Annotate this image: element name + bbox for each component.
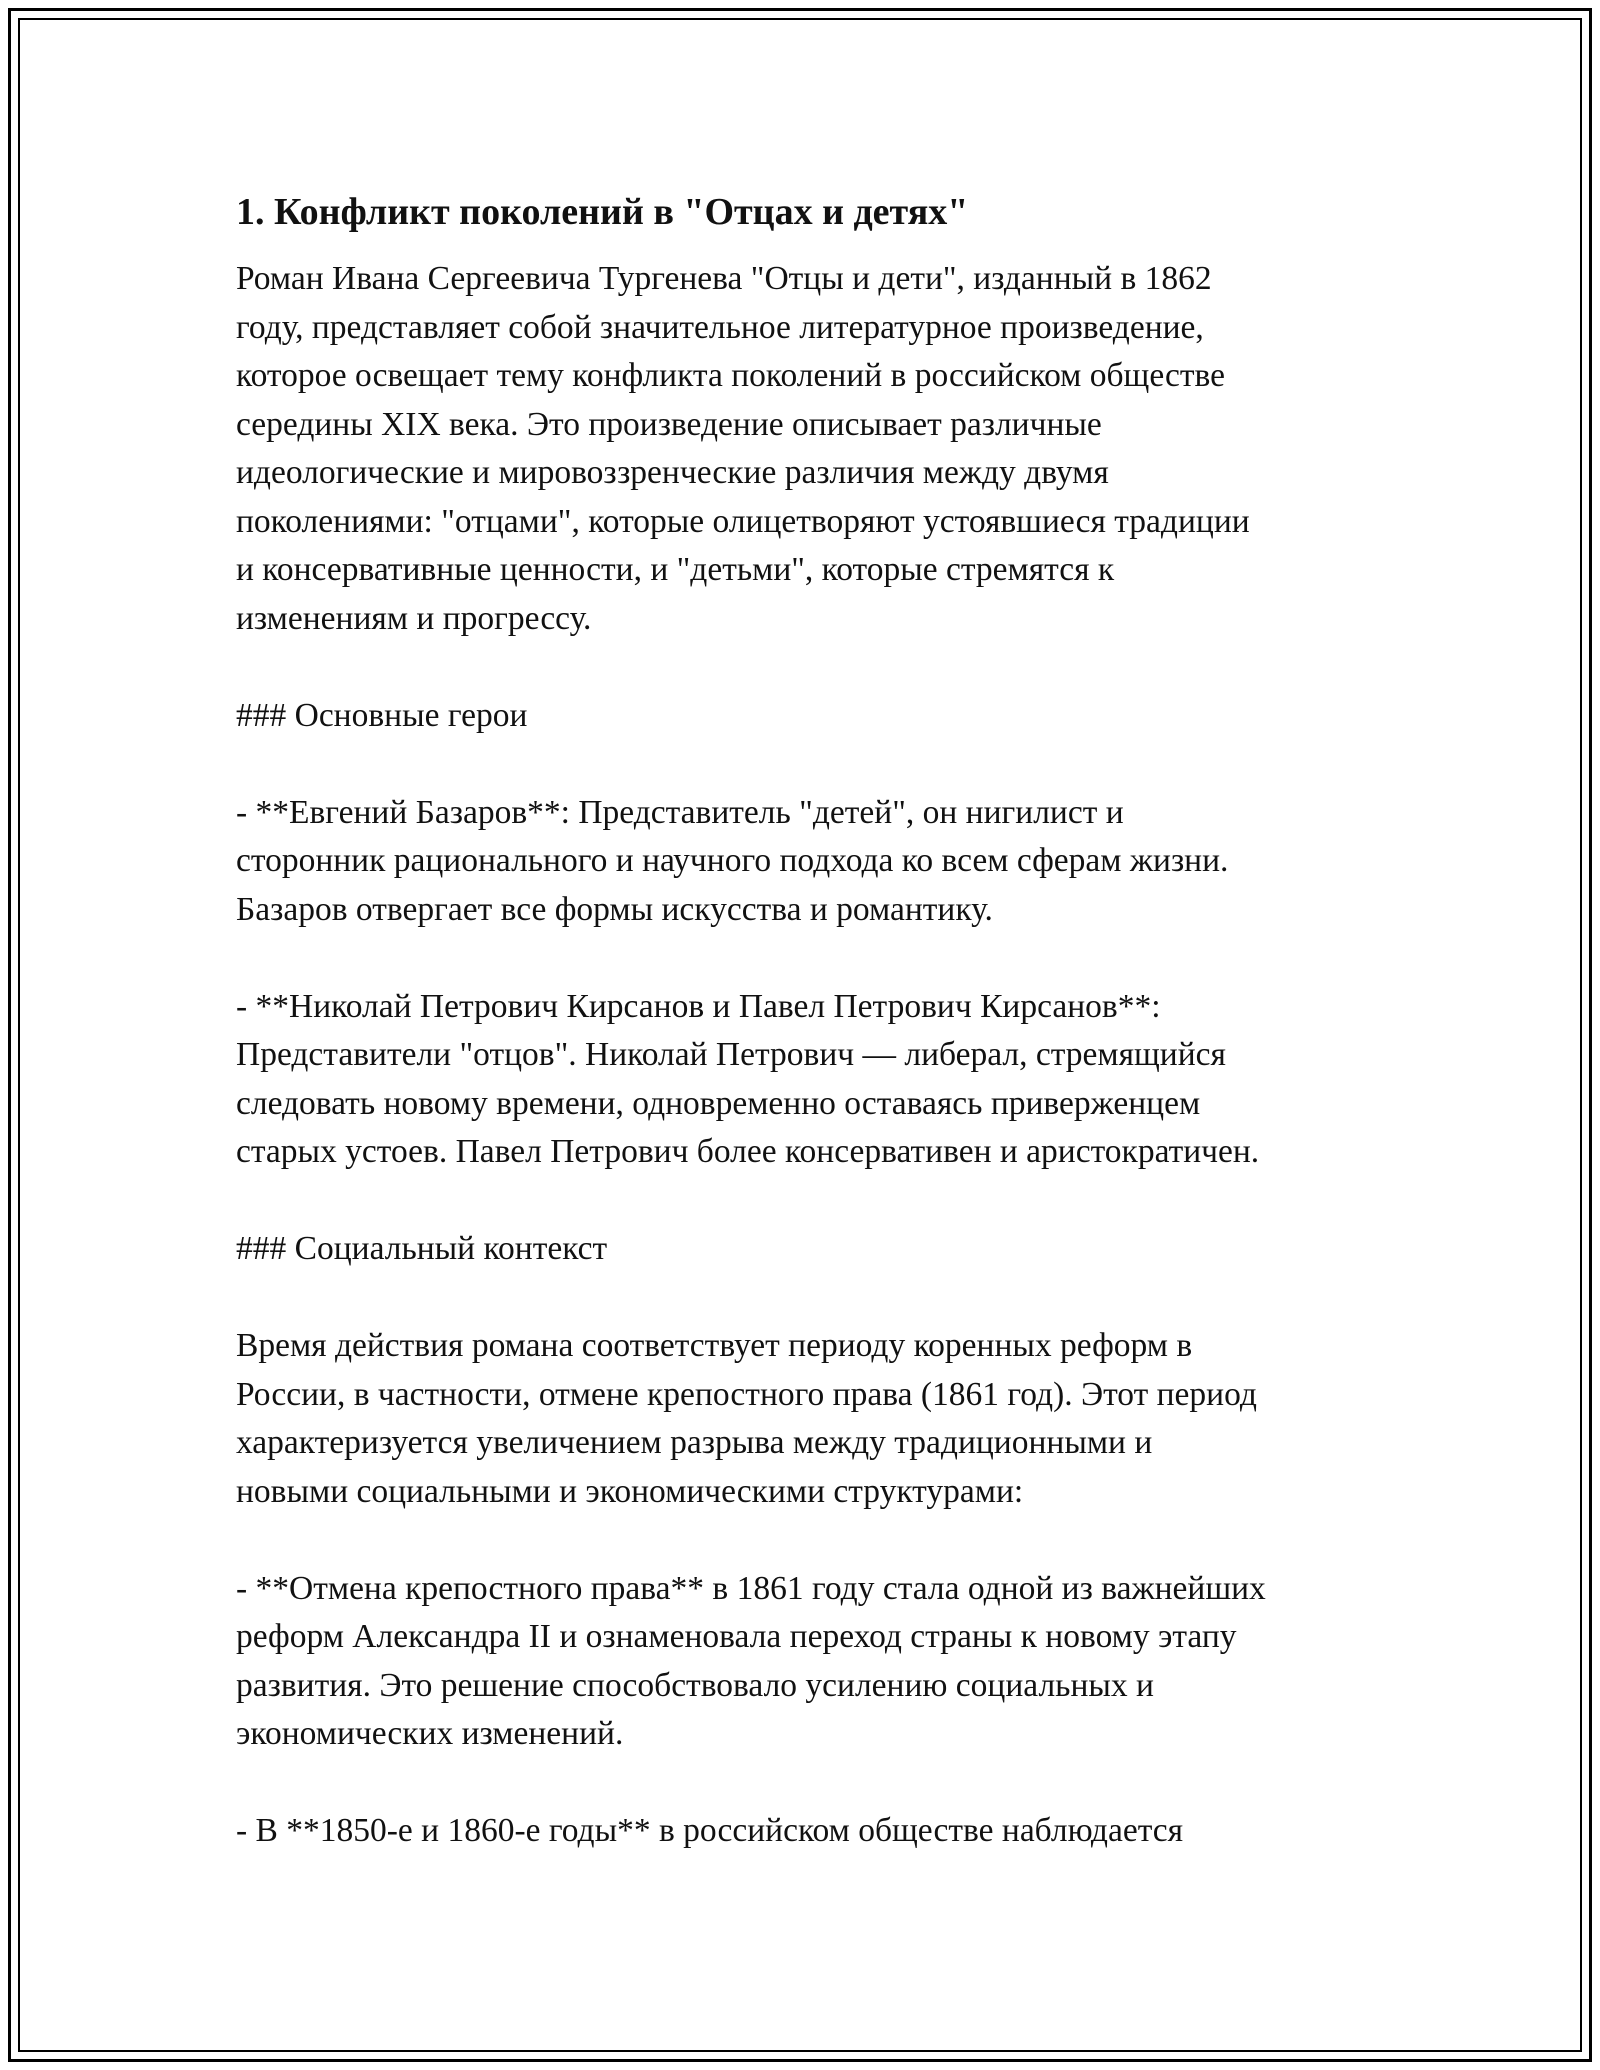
intro-paragraph (236, 255, 1396, 643)
blank-line (236, 934, 1396, 983)
reform-line: - **Отмена крепостного права** в 1861 году стала одной из важнейших (236, 1569, 1266, 1607)
blank-line (236, 740, 1396, 789)
blank-line (236, 1516, 1396, 1565)
section-heading-social-context (236, 1225, 1396, 1274)
context-line: новыми социальными и экономическими структурами: (236, 1472, 1024, 1510)
intro-line: и консервативные ценности, и "детьми", которые стремятся к (236, 551, 1115, 588)
blank-line (236, 1759, 1396, 1808)
reform-paragraph (236, 1565, 1396, 1759)
bazarov-line: сторонник рационального и научного подхода ко всем сферам жизни. (236, 842, 1229, 879)
kirsanov-line: - **Николай Петрович Кирсанов и Павел Петрович Кирсанов**: (236, 987, 1161, 1025)
section-heading-main-characters (236, 692, 1396, 741)
intro-line: изменениям и прогрессу. (236, 599, 592, 637)
context-line: характеризуется увеличением разрыва между традиционными и (236, 1424, 1153, 1461)
document-title: 1. Конфликт поколений в "Отцах и детях" (236, 191, 969, 233)
intro-line: Роман Ивана Сергеевича Тургенева "Отцы и дети", изданный в 1862 (236, 260, 1212, 297)
intro-line: которое освещает тему конфликта поколений в российском обществе (236, 357, 1226, 394)
reform-line: реформ Александра II и ознаменовала переход страны к новому этапу (236, 1618, 1237, 1655)
blank-line (236, 1177, 1396, 1226)
reform-line: экономических изменений. (236, 1715, 624, 1752)
bazarov-paragraph (236, 789, 1396, 935)
intro-line: поколениями: "отцами", которые олицетворяют устоявшиеся традиции (236, 502, 1250, 540)
reform-line: развития. Это решение способствовало усилению социальных и (236, 1666, 1154, 1704)
bazarov-line: Базаров отвергает все формы искусства и романтику. (236, 890, 993, 928)
context-line: Время действия романа соответствует периоду коренных реформ в (236, 1327, 1193, 1364)
context-line: России, в частности, отмене крепостного права (1861 год). Этот период (236, 1375, 1257, 1413)
section-heading-text: ### Социальный контекст (236, 1230, 608, 1267)
bazarov-line: - **Евгений Базаров**: Представитель "детей", он нигилист и (236, 793, 1124, 831)
context-paragraph (236, 1322, 1396, 1516)
intro-line: середины XIX века. Это произведение описывает различные (236, 405, 1102, 443)
section-heading-text: ### Основные герои (236, 696, 528, 734)
document-page (236, 183, 1396, 1856)
kirsanov-paragraph (236, 983, 1396, 1177)
kirsanov-line: следовать новому времени, одновременно оставаясь приверженцем (236, 1084, 1201, 1122)
blank-line (236, 643, 1396, 692)
blank-line (236, 1274, 1396, 1323)
kirsanov-line: старых устоев. Павел Петрович более консервативен и аристократичен. (236, 1133, 1260, 1170)
intro-line: идеологические и мировоззренческие различия между двумя (236, 454, 1109, 491)
kirsanov-line: Представители "отцов". Николай Петрович — либерал, стремящийся (236, 1036, 1226, 1073)
decades-line: - В **1850-е и 1860-е годы** в российском обществе наблюдается (236, 1812, 1184, 1849)
intro-line: году, представляет собой значительное литературное произведение, (236, 308, 1204, 346)
decades-paragraph (236, 1807, 1396, 1856)
